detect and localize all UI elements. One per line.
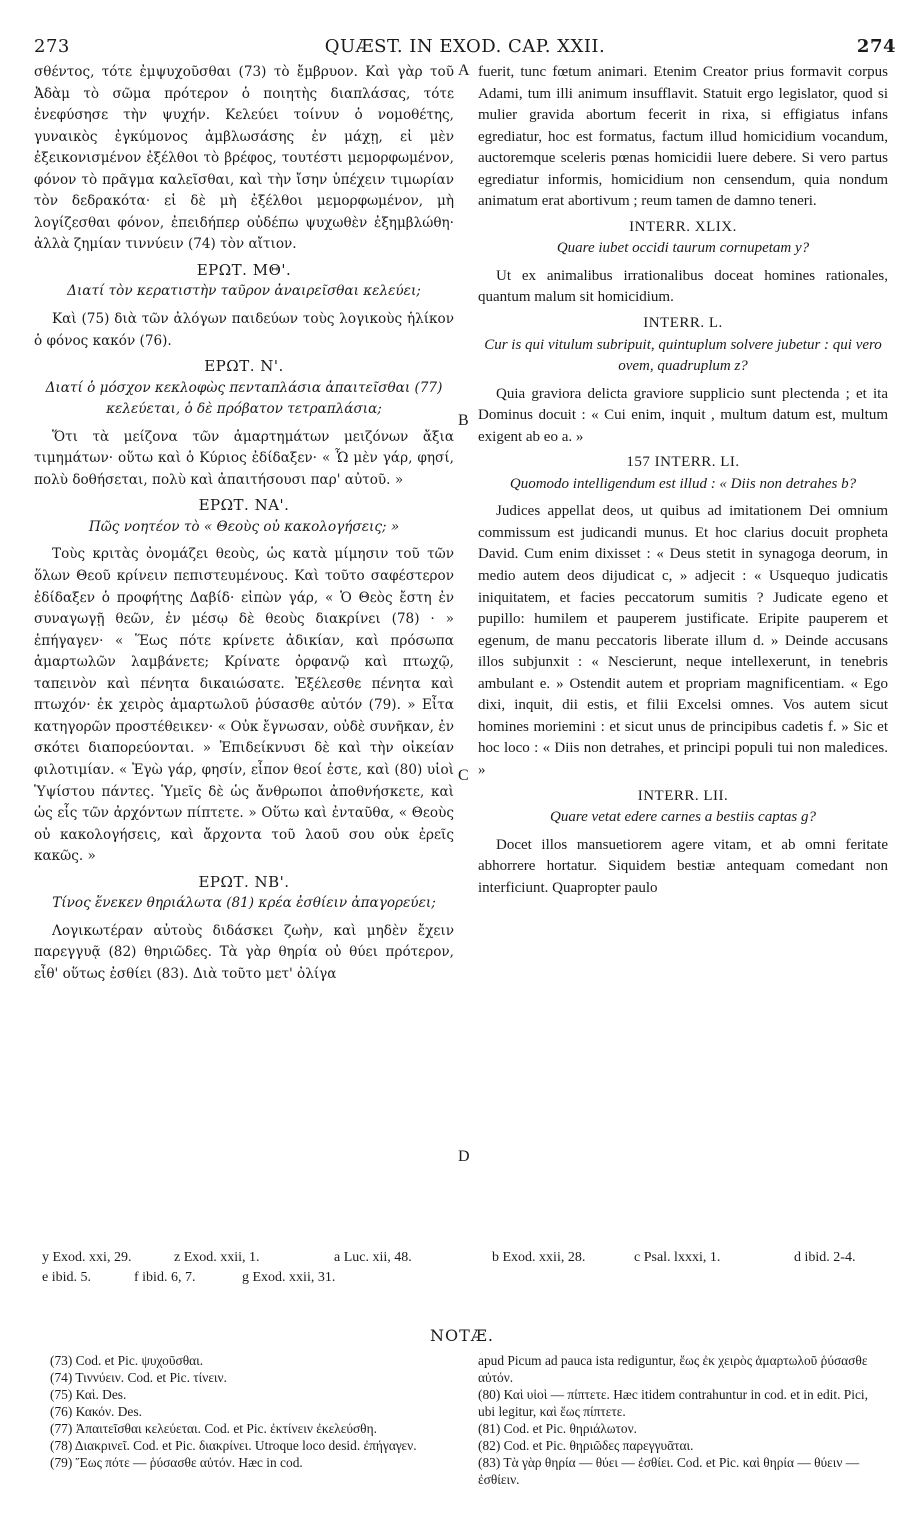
footnote: b Exod. xxii, 28.	[492, 1250, 586, 1265]
question-title: Quomodo intelligendum est illud : « Diis non detrahes b?	[509, 475, 857, 492]
question-title: Cur is qui vitulum subripuit, quintuplum solvere jubetur : qui vero ovem, quadruplum z?	[484, 336, 882, 375]
note-entry: (74) Τιννύειν. Cod. et Pic. τίνειν.	[50, 1370, 227, 1385]
paragraph: Docet illos mansuetiorem agere vitam, et ab omni feritate abhorrere hortatur. Siquidem bestiæ antequam comedant non interficiunt. Quapropter paulo	[478, 836, 888, 896]
question-heading: ΕΡΩΤ. ΝΒ'.	[198, 872, 290, 891]
paragraph: Λογικωτέραν αὐτοὺς διδάσκει ζωὴν, καὶ μηδὲν ἔχειν παρεγγυᾷ (82) θηριῶδες. Τὰ γὰρ θηρία οὐ θύει πρότερον, εἶθ' οὕτως ἐσθίει (83). Διὰ τοῦτο μετ' ὀλίγα	[34, 922, 454, 982]
notes-left-column	[50, 1352, 460, 1471]
footnote: d ibid. 2-4.	[794, 1250, 856, 1265]
margin-letter-b: B	[458, 412, 469, 429]
note-entry: (75) Καὶ. Des.	[50, 1387, 127, 1402]
paragraph: Judices appellat deos, ut quibus ad imitationem Dei omnium commissum est judicandi munus. Et hoc clarius docuit propheta David. Cum enim dixisset : « Deus stetit in synagoga deorum, in medio autem deos dijudicat c, » adjecit : « Usquequo judicatis iniquitatem, et facies peccatorum sumitis ? Judicate egeno et pupillo: humilem et pauperem justificate. Eripite pauperem et egenum, de manu peccatoris liberate illum d. » Deinde accusans illos subjunxit : « Nescierunt, neque intellexerunt, in tenebris ambulant e. » Ostendit autem et propriam magnificentiam. « Ego dixi, inquit, dii estis, et filii Excelsi omnes. Vos autem sicut homines moriemini : et sicut unus de principibus cadetis f. » Sic et hoc loco : « Diis non detrahes, et principi populi tui non maledices. »	[478, 503, 888, 778]
running-header	[34, 36, 896, 58]
paragraph: fuerit, tunc fœtum animari. Etenim Creator prius formavit corpus Adami, tum illi animum insufflavit. Statuit ergo legislator, quod si mulier gravida abortum fecerit in rixa, si effigiatus infans egrediatur, hoc est formatus, factum illud homicidium vocandum, auctoremque sceleris pœnas homicidii luere debere. Si vero partus egrediatur informis, homicidium non censendum, quia nondum animatum erat abortivum ; reum tamen de damno teneri.	[478, 64, 888, 210]
page-number-right: 274	[856, 36, 896, 57]
paragraph: σθέντος, τότε ἐμψυχοῦσθαι (73) τὸ ἔμβρυον. Καὶ γὰρ τοῦ Ἀδὰμ τὸ σῶμα πρότερον ὁ ποιητὴς διαπλάσας, τότε ἐνεφύσησε τὴν ψυχήν. Κελεύει τοίνυν ὁ νομοθέτης, γυναικὸς ἐγκύμονος ἀμβλωσάσης ἐν μάχῃ, εἰ μὲν ἐξεικονισμένον ἐξέλθοι τὸ βρέφος, τουτέστι μεμορφωμένον, φόνον τὸ πρᾶγμα καλεῖσθαι, καὶ τὴν ἴσην ὑπέχειν τιμωρίαν τὸν δεδρακότα· εἰ δὲ μὴ ἐξέλθοι μεμορφωμένον, μὴ λογίζεσθαι φόνον, ἐπειδήπερ οὐδέπω ψυχωθὲν ἐξημβλώθη· ἀλλὰ ζημίαν τιννύειν (74) τὸν αἴτιον.	[34, 64, 454, 253]
footnote: f ibid. 6, 7.	[134, 1270, 196, 1285]
note-entry: (78) Διακρινεῖ. Cod. et Pic. διακρίνει. Utroque loco desid. ἐπήγαγεν.	[50, 1438, 417, 1453]
notes-heading: NOTÆ.	[430, 1326, 494, 1345]
note-entry: (83) Τὰ γὰρ θηρία — θύει — ἐσθίει. Cod. et Pic. καὶ θηρία — θύειν — ἐσθίειν.	[478, 1455, 860, 1487]
paragraph: Ὅτι τὰ μείζονα τῶν ἁμαρτημάτων μειζόνων ἄξια τιμημάτων· οὕτω καὶ ὁ Κύριος ἐδίδαξεν· « Ὧ μὲν γάρ, φησί, πολὺ δοθήσεται, πολὺ καὶ ἀπαιτήσουσι παρ' αὐτοῦ. »	[34, 428, 454, 488]
footnote: a Luc. xii, 48.	[334, 1250, 412, 1265]
note-entry: (73) Cod. et Pic. ψυχοῦσθαι.	[50, 1353, 204, 1368]
question-heading: ΕΡΩΤ. ΜΘ'.	[196, 260, 292, 279]
page-number-left: 273	[34, 36, 70, 57]
margin-letter-a: A	[458, 62, 470, 79]
paragraph: Quia graviora delicta graviore supplicio sunt plectenda ; et ita Dominus docuit : « Cui enim, inquit , multum datum est, multum exigent ab eo a. »	[478, 385, 888, 445]
note-entry: (82) Cod. et Pic. θηριῶδες παρεγγυᾶται.	[478, 1438, 694, 1453]
running-title: QUÆST. IN EXOD. CAP. XXII.	[324, 36, 606, 57]
question-title: Διατί ὁ μόσχον κεκλοφὼς πενταπλάσια ἀπαιτεῖσθαι (77) κελεύεται, ὁ δὲ πρόβατον τετραπλάσια;	[45, 379, 443, 418]
notes-right-column	[478, 1352, 888, 1488]
question-heading: INTERR. L.	[643, 315, 723, 332]
question-title: Quare iubet occidi taurum cornupetam y?	[556, 240, 810, 257]
margin-letter-d: D	[458, 1148, 470, 1165]
question-title: Πῶς νοητέον τὸ « Θεοὺς οὐ κακολογήσεις; »	[88, 518, 400, 535]
question-heading: ΕΡΩΤ. Ν'.	[204, 357, 284, 376]
question-heading: 157 INTERR. LI.	[626, 454, 740, 471]
question-heading: INTERR. LII.	[637, 787, 729, 804]
footnote: g Exod. xxii, 31.	[242, 1270, 336, 1285]
footnote: z Exod. xxii, 1.	[174, 1250, 260, 1265]
question-title: Τίνος ἕνεκεν θηριάλωτα (81) κρέα ἐσθίειν ἀπαγορεύει;	[52, 895, 436, 912]
note-entry: (76) Κακόν. Des.	[50, 1404, 142, 1419]
note-entry: apud Picum ad pauca ista rediguntur, ἕως ἐκ χειρὸς ἁμαρτωλοῦ ῥύσασθε αὐτόν.	[478, 1353, 868, 1385]
question-heading: ΕΡΩΤ. ΝΑ'.	[198, 496, 290, 515]
margin-letter-c: C	[458, 767, 469, 784]
paragraph: Καὶ (75) διὰ τῶν ἀλόγων παιδεύων τοὺς λογικοὺς ἡλίκον ὁ φόνος κακόν (76).	[34, 311, 454, 349]
question-title: Διατί τὸν κερατιστὴν ταῦρον ἀναιρεῖσθαι κελεύει;	[67, 283, 421, 300]
note-entry: (81) Cod. et Pic. θηριάλωτον.	[478, 1421, 637, 1436]
note-entry: (80) Καὶ υἱοὶ — πίπτετε. Hæc itidem contrahuntur in cod. et in edit. Pici, ubi legitur, καὶ ἕως πίπτετε.	[478, 1387, 868, 1419]
paragraph: Ut ex animalibus irrationalibus doceat homines rationales, quantum malum sit homicidium.	[478, 267, 888, 306]
question-heading: INTERR. XLIX.	[629, 218, 737, 235]
footnote: c Psal. lxxxi, 1.	[634, 1250, 721, 1265]
latin-column	[478, 62, 888, 899]
footnote: e ibid. 5.	[42, 1270, 91, 1285]
question-title: Quare vetat edere carnes a bestiis captas g?	[550, 809, 816, 826]
note-entry: (77) Ἀπαιτεῖσθαι κελεύεται. Cod. et Pic. ἐκτίνειν ἐκελεύσθη.	[50, 1421, 377, 1436]
note-entry: (79) Ἕως πότε — ῥύσασθε αὐτόν. Hæc in cod.	[50, 1455, 303, 1470]
paragraph: Τοὺς κριτὰς ὀνομάζει θεοὺς, ὡς κατὰ μίμησιν τοῦ τῶν ὅλων Θεοῦ κρίνειν πεπιστευμένους. Καὶ τοῦτο σαφέστερον ἐδίδαξεν ὁ προφήτης Δαβίδ· εἰπὼν γάρ, « Ὁ Θεὸς ἔστη ἐν συναγωγῇ θεῶν, ἐν μέσῳ δὲ θεοὺς διακρίνει (78) · » ἐπήγαγεν· « Ἕως πότε κρίνετε ἀδικίαν, καὶ πρόσωπα ἁμαρτωλῶν λαμβάνετε; Κρίνατε ὀρφανῷ καὶ πτωχῷ, ταπεινὸν καὶ πένητα δικαιώσατε. Ἐξέλεσθε πένητα καὶ πτωχόν· ἐκ χειρὸς ἁμαρτωλοῦ ῥύσασθε αὐτόν (79). » Εἶτα κατηγορῶν προστέθεικεν· « Οὐκ ἔγνωσαν, οὐδὲ συνῆκαν, ἐν σκότει διαπορεύονται. » Ἐπιδείκνυσι δὲ καὶ τὴν οἰκείαν φιλοτιμίαν. « Ἐγὼ γάρ, φησίν, εἶπον θεοί ἐστε, καὶ (80) υἱοὶ Ὑψίστου πάντες. Ὑμεῖς δὲ ὡς ἄνθρωποι ἀποθνήσκετε, καὶ ὡς εἷς τῶν ἀρχόντων πίπτετε. » Οὕτω καὶ ἐνταῦθα, « Θεοὺς οὐ κακολογήσεις, καὶ ἄρχοντα τοῦ λαοῦ σου οὐκ ἐρεῖς κακῶς. »	[34, 546, 454, 865]
footnote: y Exod. xxi, 29.	[42, 1250, 132, 1265]
greek-column	[34, 62, 454, 985]
